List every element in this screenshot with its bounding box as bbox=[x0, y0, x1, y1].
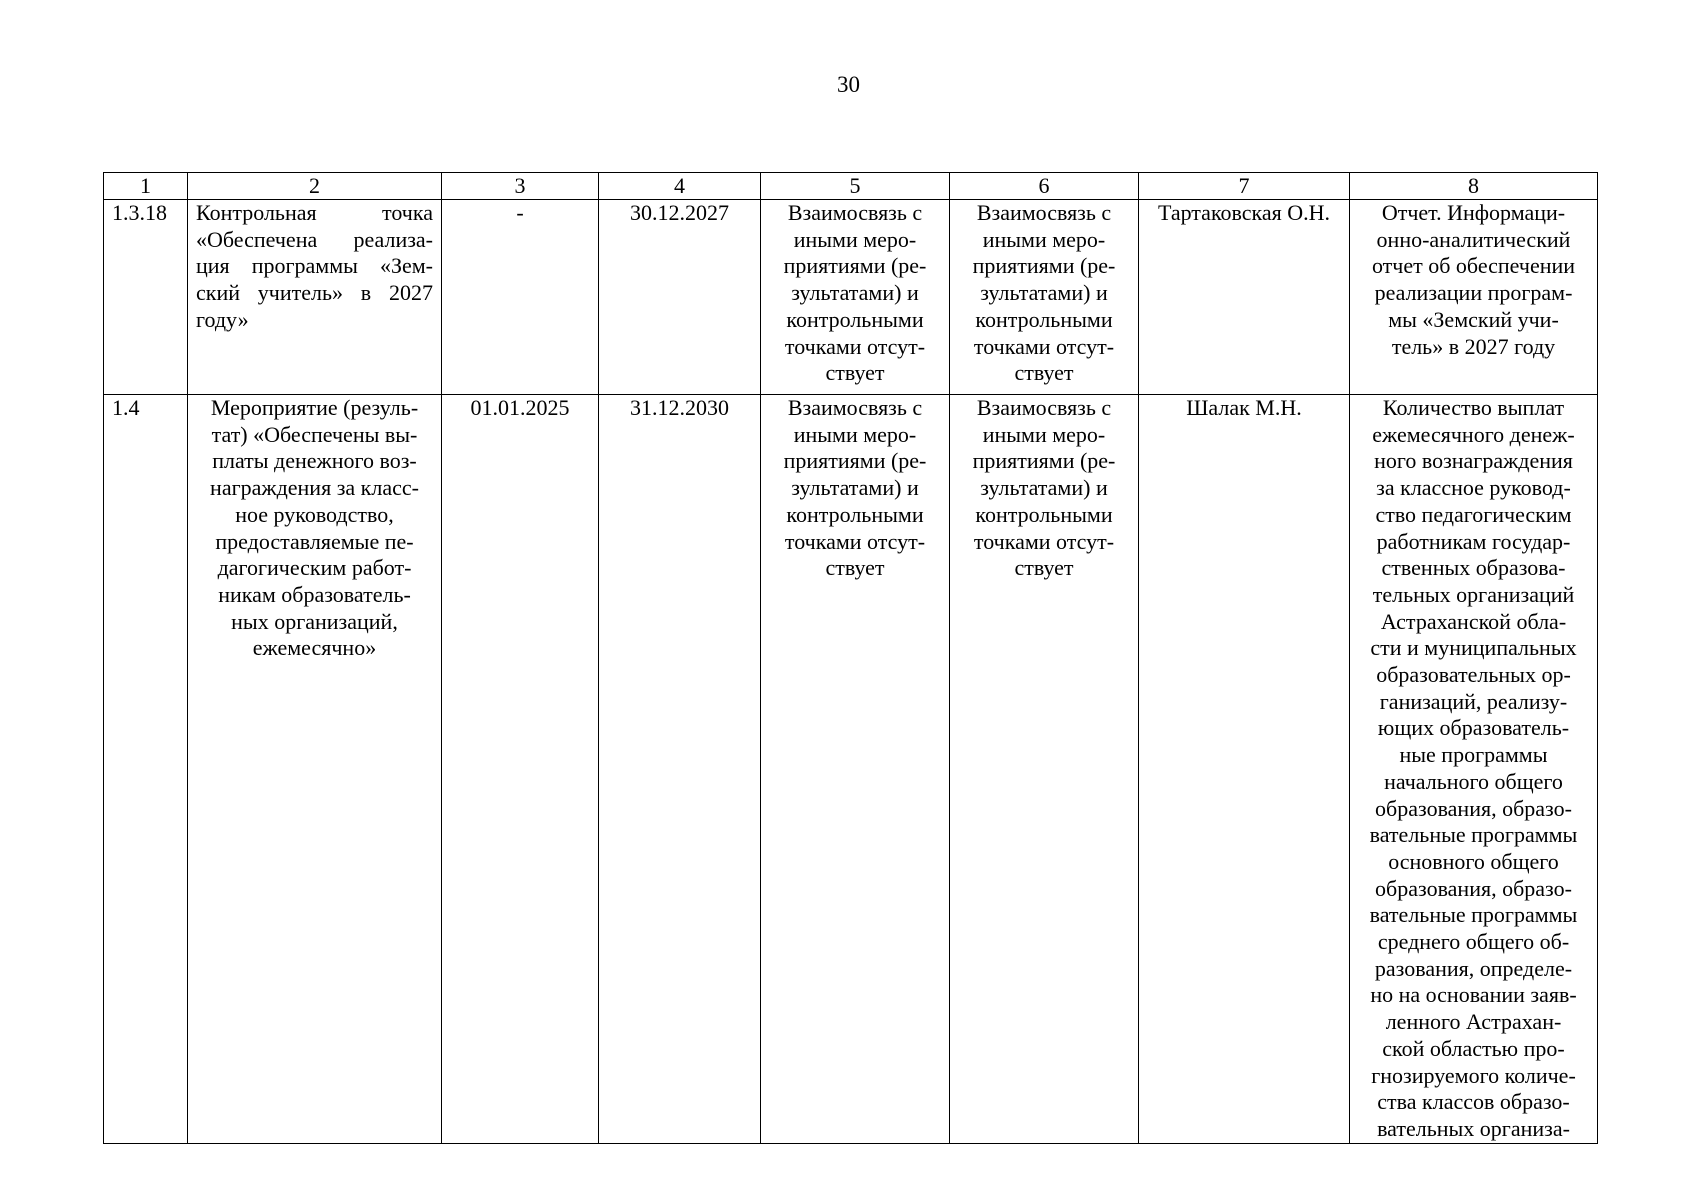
text-line: Мероприятие (резуль- bbox=[210, 395, 419, 420]
text-line: сти и муниципальных bbox=[1370, 635, 1577, 661]
text-line: Взаимосвязь с bbox=[787, 200, 923, 225]
text-line: иными меро- bbox=[793, 226, 917, 252]
text-line: работникам государ- bbox=[1376, 528, 1571, 554]
text-line: ствует bbox=[825, 360, 885, 386]
text-line: ственных образова- bbox=[1381, 555, 1566, 581]
text-line: но на основании заяв- bbox=[1370, 982, 1577, 1008]
text-line: ствует bbox=[825, 555, 885, 581]
text-line: контрольными bbox=[975, 501, 1113, 527]
text-line: точками отсут- bbox=[973, 528, 1115, 554]
text-line: «Обеспечена реализа- bbox=[196, 226, 433, 252]
text-line: онно-аналитический bbox=[1376, 226, 1571, 252]
text-line: ное руководство, bbox=[235, 501, 394, 527]
text-line: Взаимосвязь с bbox=[787, 395, 923, 420]
item-number-cell: 1.4 bbox=[104, 395, 188, 1144]
text-line: предоставляемые пе- bbox=[215, 528, 414, 554]
text-line: мы «Земский учи- bbox=[1388, 306, 1559, 332]
text-line: вательные программы bbox=[1369, 902, 1578, 928]
page-number: 30 bbox=[837, 72, 860, 97]
text-line: ные программы bbox=[1399, 742, 1548, 768]
text-line: разования, определе- bbox=[1374, 955, 1573, 981]
text-line: году» bbox=[196, 306, 249, 332]
text-line: ных организаций, bbox=[231, 608, 398, 634]
column-number-1: 1 bbox=[104, 173, 188, 200]
start-date-cell: 01.01.2025 bbox=[442, 395, 599, 1144]
text-line: приятиями (ре- bbox=[972, 448, 1116, 474]
text-line: ский учитель» в 2027 bbox=[196, 280, 433, 306]
text-line: контрольными bbox=[786, 501, 924, 527]
relation-cell-6 bbox=[950, 200, 1139, 395]
table-row-1-4 bbox=[104, 395, 1598, 1144]
text-line: начального общего bbox=[1384, 768, 1563, 794]
text-line: платы денежного воз- bbox=[212, 448, 417, 474]
text-line: тат) «Обеспечены вы- bbox=[211, 421, 418, 447]
column-number-7: 7 bbox=[1139, 173, 1350, 200]
text-line: ного вознаграждения bbox=[1374, 448, 1573, 474]
item-number-cell: 1.3.18 bbox=[104, 200, 188, 395]
text-line: награждения за класс- bbox=[210, 475, 419, 501]
table-row-1-3-18 bbox=[104, 200, 1598, 395]
text-line: дагогическим работ- bbox=[217, 555, 412, 581]
relation-cell-6 bbox=[950, 395, 1139, 1144]
text-line: отчет об обеспечении bbox=[1371, 253, 1576, 279]
result-cell bbox=[1350, 395, 1598, 1144]
text-line: ствует bbox=[1014, 360, 1074, 386]
text-line: Взаимосвязь с bbox=[976, 395, 1112, 420]
plan-table bbox=[103, 172, 1598, 1144]
text-line: приятиями (ре- bbox=[783, 253, 927, 279]
end-date-cell: 30.12.2027 bbox=[599, 200, 761, 395]
column-number-3: 3 bbox=[442, 173, 599, 200]
text-line: зультатами) и bbox=[980, 280, 1108, 306]
responsible-cell: Шалак М.Н. bbox=[1139, 395, 1350, 1144]
text-line: контрольными bbox=[975, 306, 1113, 332]
text-line: образовательных ор- bbox=[1376, 662, 1571, 688]
text-line: среднего общего об- bbox=[1377, 929, 1570, 955]
text-line: ция программы «Зем- bbox=[196, 253, 433, 279]
text-line: точками отсут- bbox=[784, 333, 926, 359]
text-line: приятиями (ре- bbox=[972, 253, 1116, 279]
text-line: ства классов образо- bbox=[1377, 1089, 1570, 1115]
text-line: приятиями (ре- bbox=[783, 448, 927, 474]
text-line: никам образователь- bbox=[218, 581, 411, 607]
text-line: ствует bbox=[1014, 555, 1074, 581]
text-line: ющих образователь- bbox=[1377, 715, 1570, 741]
text-line: Количество выплат bbox=[1382, 395, 1565, 420]
item-name-cell bbox=[188, 395, 442, 1144]
text-line: основного общего bbox=[1388, 848, 1559, 874]
text-line: зультатами) и bbox=[791, 475, 919, 501]
text-line: образования, образо- bbox=[1375, 875, 1572, 901]
text-line: вательных организа- bbox=[1377, 1115, 1570, 1141]
text-line: ежемесячного денеж- bbox=[1372, 421, 1575, 447]
column-number-4: 4 bbox=[599, 173, 761, 200]
text-line: зультатами) и bbox=[980, 475, 1108, 501]
column-number-6: 6 bbox=[950, 173, 1139, 200]
text-line: Астраханской обла- bbox=[1380, 608, 1567, 634]
text-line: реализации програм- bbox=[1374, 280, 1573, 306]
responsible-cell: Тартаковская О.Н. bbox=[1139, 200, 1350, 395]
column-number-8: 8 bbox=[1350, 173, 1598, 200]
text-line: тель» в 2027 году bbox=[1391, 333, 1556, 359]
text-line: ство педагогическим bbox=[1375, 501, 1572, 527]
end-date-cell: 31.12.2030 bbox=[599, 395, 761, 1144]
column-number-row bbox=[104, 173, 1598, 200]
result-cell bbox=[1350, 200, 1598, 395]
item-name-cell bbox=[188, 200, 442, 395]
text-line: гнозируемого количе- bbox=[1371, 1062, 1576, 1088]
relation-cell-5 bbox=[761, 395, 950, 1144]
text-line: ганизаций, реализу- bbox=[1379, 688, 1568, 714]
text-line: за классное руковод- bbox=[1376, 475, 1571, 501]
text-line: Взаимосвязь с bbox=[976, 200, 1112, 225]
column-number-5: 5 bbox=[761, 173, 950, 200]
text-line: иными меро- bbox=[793, 421, 917, 447]
text-line: тельных организаций bbox=[1372, 581, 1575, 607]
column-number-2: 2 bbox=[188, 173, 442, 200]
text-line: ской областью про- bbox=[1382, 1035, 1565, 1061]
text-line: зультатами) и bbox=[791, 280, 919, 306]
text-line: ленного Астрахан- bbox=[1385, 1009, 1562, 1035]
text-line: точками отсут- bbox=[784, 528, 926, 554]
text-line: образования, образо- bbox=[1375, 795, 1572, 821]
text-line: вательные программы bbox=[1369, 822, 1578, 848]
text-line: точками отсут- bbox=[973, 333, 1115, 359]
text-line: Отчет. Информаци- bbox=[1381, 200, 1566, 225]
text-line: иными меро- bbox=[982, 421, 1106, 447]
text-line: контрольными bbox=[786, 306, 924, 332]
start-date-cell: - bbox=[442, 200, 599, 395]
text-line: Контрольная точка bbox=[196, 200, 433, 225]
text-line: ежемесячно» bbox=[252, 635, 377, 661]
text-line: иными меро- bbox=[982, 226, 1106, 252]
relation-cell-5 bbox=[761, 200, 950, 395]
